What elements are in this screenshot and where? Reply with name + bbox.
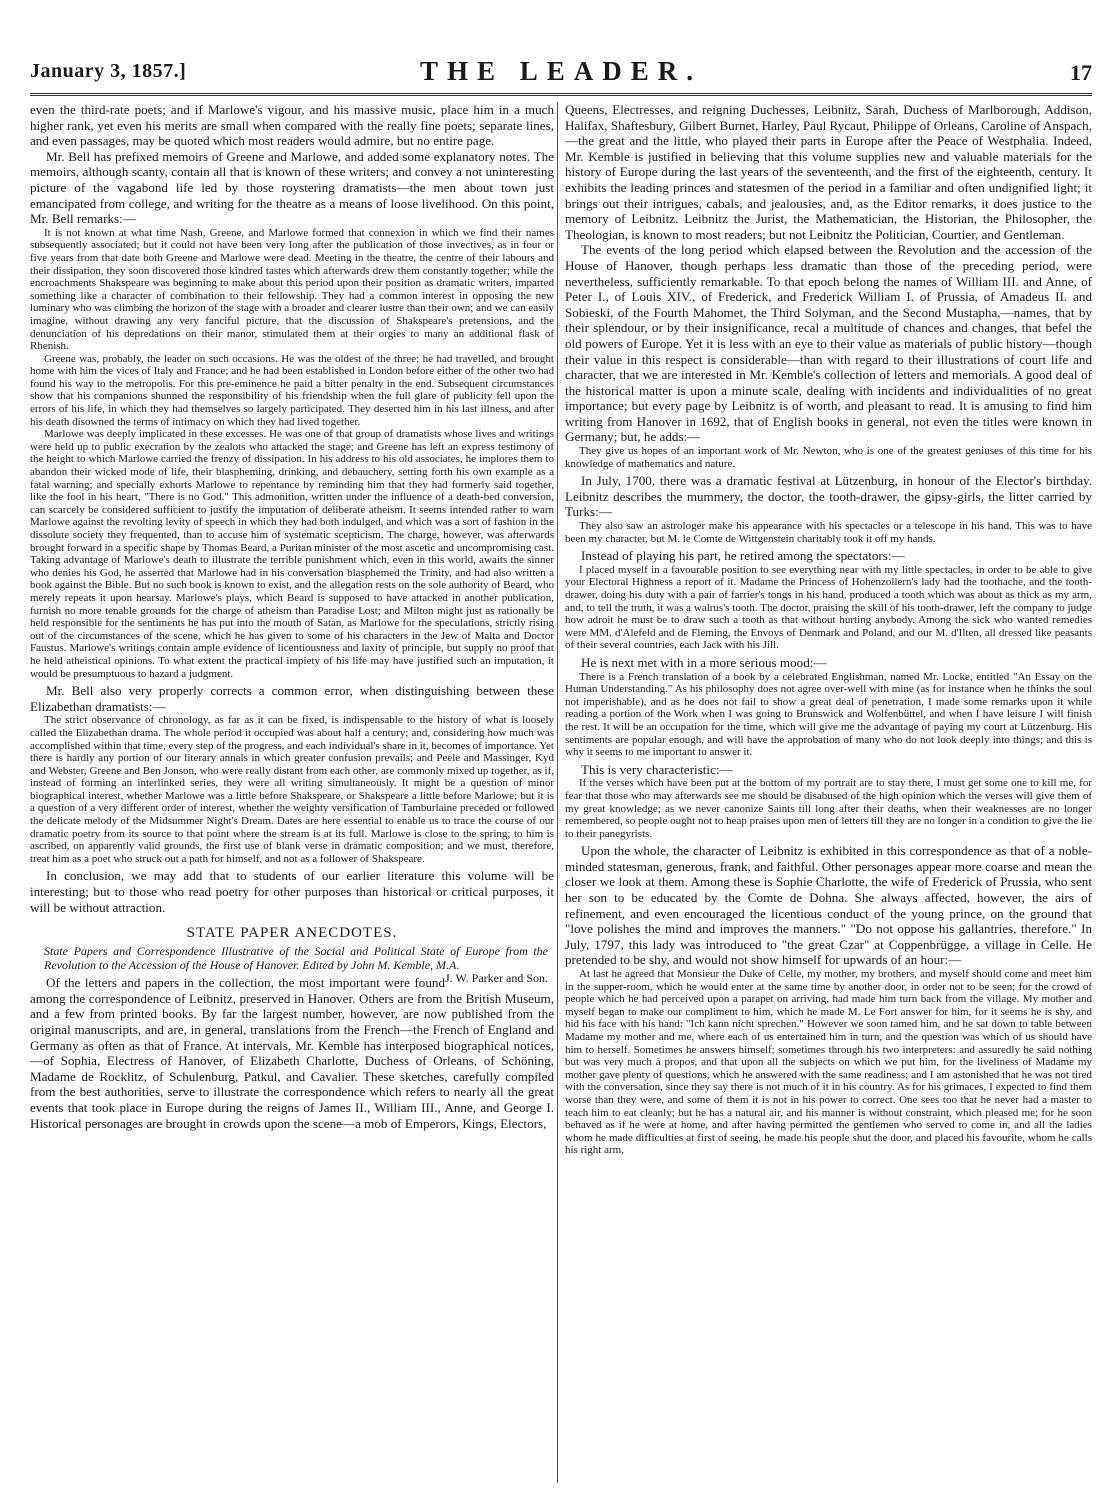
paragraph: Of the letters and papers in the collection, the most important were found among the correspondence of Leibnitz, preserved in Hanover. Others are from the British Museum, and a few from printed books. By far the largest number, however, are now published from the original manuscripts, and are, in general, translations from the French—the French of England and Germany as often as that of France. At intervals, Mr. Kemble has interposed biographical notices,—of Sophia, Electress of Hanover, of Elizabeth Charlotte, Duchess of Orleans, of Schöning, Madame de Rocklitz, of Schulenburg, Patkul, and Cavalier. These sketches, carefully compiled from the best authorities, serve to illustrate the correspondence which refers to nearly all the great events that took place in Europe during the reigns of James II., William III., Anne, and George I. Historical personages are brought in crowds upon the scene—a mob of Emperors, Kings, Electors, bbox=[30, 975, 554, 1131]
header-rule bbox=[30, 93, 1092, 98]
book-citation bbox=[30, 944, 554, 986]
quotation: They also saw an astrologer make his appearance with his spectacles or a telescope in his hand. This was to have been my character, but M. le Comte de Wittgenstein charitably took it off my hands. bbox=[565, 520, 1092, 545]
quotation: There is a French translation of a book by a celebrated Englishman, named Mr. Locke, entitled "An Essay on the Human Understanding." As his philosophy does not agree over-well with mine (as for instance when he thinks the soul not imperishable), and as he does not fail to show a great deal of penetration, I made some remarks upon it while reading a portion of the Work when I was going to Brunswick and Wolfenbüttel, and when I have leisure I will finish the rest. It will be an occupation for the time, which will give me the advantage of paying my court at Lützenburg. His sentiments are popular enough, and will have the approbation of many who do not look deeply into things; and this is why it seems to me important to answer it. bbox=[565, 670, 1092, 759]
paragraph: In July, 1700, there was a dramatic festival at Lützenburg, in honour of the Elector's birthday. Leibnitz describes the mummery, the doctor, the tooth-drawer, the gipsy-girls, the litter carried by Turks:— bbox=[565, 473, 1092, 520]
quotation: The strict observance of chronology, as far as it can be fixed, is indispensable to the history of what is loosely called the Elizabethan drama. The whole period it occupied was about half a century; and, considering how much was accomplished within that time, every step of the progress, and each individual's share in it, becomes of importance. Yet there is hardly any portion of our literary annals in which greater confusion prevails; and Peele and Massinger, Kyd and Webster, Greene and Ben Jonson, who were really distant from each other, are commonly mixed up together, as if, instead of forming an interlinked series, they were all writing simultaneously. It might be a question of minor biographical interest, whether Marlowe was a little before Shakspeare, or Shakspeare a little before Marlowe; but it is a question of a very different order of interest, whether the weighty versification of Tamburlaine preceded or followed the delicate melody of the Midsummer Night's Dream. Dates are here essential to enable us to trace the course of our dramatic poetry from its source to that point where the stream is at its full. Marlowe is close to the spring; to him is ascribed, on apparently valid grounds, the first use of blank verse in dramatic composition; and we must, therefore, treat him as a poet who struck out a path for himself, and not as a follower of Shakspeare. bbox=[30, 714, 554, 865]
column-divider bbox=[557, 102, 558, 1483]
quotation: It is not known at what time Nash, Greene, and Marlowe formed that connexion in which we find their names subsequently associated; but it could not have been very long after the publication of those invectives, as in four or five years from that date both Greene and Marlowe were dead. Meeting in the theatre, the centre of their labours and their dissipation, they soon discovered those kindred tastes which afterwards drew them constantly together; while the encroachments Shakspeare was beginning to make about this period upon their position as dramatic writers, imparted something like a character of combination to their fellowship. They had a common interest in opposing the new luminary who was climbing the horizon of the stage with a broader and clearer lustre than their own; and we can easily imagine, without drawing any very fanciful picture, that the discussion of Shakspeare's pretensions, and the denunciation of his depredations on their manor, stimulated them at their orgies to many an additional flask of Rhenish. bbox=[30, 226, 554, 353]
paragraph: The events of the long period which elapsed between the Revolution and the accession of the House of Hanover, though perhaps less dramatic than those of the preceding period, were nevertheless, sufficiently remarkable. To that epoch belong the names of William III. and Anne, of Peter I., of Louis XIV., of Frederick, and Frederick William I. of Prussia, of Amadeus II. and Sobieski, of the Fourth Mahomet, the Third Solyman, and the Second Mustapha,—names, that by their splendour, or by their insignificance, recal a multitude of chances and changes, that befel the old powers of Europe. Yet it is less with an eye to their value as materials of public history—though their value in this respect is considerable—than with regard to their illustrations of court life and character, that we are interested in Mr. Kemble's collection of letters and memorials. A good deal of the historical matter is upon a minute scale, dealing with incidents and individualities of no great importance; but every page by Leibnitz is of worth, and pleasant to read. It is amusing to find him writing from Hanover in 1692, that of English books in general, not even the titles were known in Germany; but, he adds:— bbox=[565, 242, 1092, 445]
paragraph: Mr. Bell has prefixed memoirs of Greene and Marlowe, and added some explanatory notes. The memoirs, although scanty, contain all that is known of these writers; and convey a not uninteresting picture of the vagabond life led by those roystering dramatists—the men about town just emancipated from college, and writing for the theatre as a means of loose livelihood. On this point, Mr. Bell remarks:— bbox=[30, 148, 554, 227]
quotation: At last he agreed that Monsieur the Duke of Celle, my mother, my brothers, and myself should come and meet him in the supper-room, which he would enter at the same time by another door, in order not to be seen; for the crowd of people which he had perceived upon a parapet on arriving, had made him turn back from the village. My mother and myself began to make our compliment to him, which he made M. Le Fort answer for him, for it seems he is shy, and hid his face with his hand: "Ich kann nicht sprechen." However we soon tamed him, and he sat down to table between Madame my mother and me, where each of us entertained him in turn, and the question was which of us should have him to herself. Sometimes he answers himself; sometimes through his two interpreters: and assuredly he said nothing but was very much à propos, and that upon all the subjects on which we put him, for the liveliness of Madame my mother gave plenty of questions, which he answered with the same readiness; and I am astonished that he was not tired with the conversation, since they say there is not much of it in his country. As for his grimaces, I expected to find them worse than they were, and some of them it is not in his power to correct. One sees too that he never had a master to teach him to eat cleanly; but he has a natural air, and his manner is without constraint, which pleased me; for he soon behaved as if he were at home, and after having permitted the gentlemen who served to come in, and all the ladies whom he made difficulties at first of seeing, he made his people shut the door, and placed his favourite, whom he calls his right arm, bbox=[565, 968, 1092, 1157]
paragraph: even the third-rate poets; and if Marlowe's vigour, and his massive music, place him in a much higher rank, yet even his merits are small when compared with the really fine poets; separate lines, and even passages, may be quoted which most readers would admire, but no entire page. bbox=[30, 102, 554, 149]
masthead bbox=[30, 56, 1092, 90]
publisher: J. W. Parker and Son. bbox=[445, 971, 548, 986]
paragraph: In conclusion, we may add that to students of our earlier literature this volume will be interesting; but to those who read poetry for other purposes than historical or critical purposes, it will be without attraction. bbox=[30, 868, 554, 915]
quotation: If the verses which have been put at the bottom of my portrait are to stay there, I must get some one to kill me, for fear that those who may afterwards see me should be disabused of the high opinion which the verses will give them of my great knowledge; as we never canonize Saints till long after their deaths, when their weaknesses are no longer remembered, so people ought not to heap praises upon men of letters till they are no longer in a condition to give the lie to their panegyrists. bbox=[565, 777, 1092, 840]
paragraph: Upon the whole, the character of Leibnitz is exhibited in this correspondence as that of a noble-minded statesman, generous, frank, and faithful. Other personages appear more coarse and mean the closer we look at them. Among these is Sophie Charlotte, the wife of Frederick of Prussia, who sent her son to be educated by the Comte de Dohna. She always affected, however, the airs of refinement, and even encouraged the licentious conduct of the young prince, on the ground that "love polishes the mind and improves the manners." "Do not oppose his gallantries, therefore." In July, 1797, this lady was introduced to "the great Czar" at Coppenbrügge, a village in Celle. He pretended to be shy, and would not show himself for upwards of an hour:— bbox=[565, 843, 1092, 968]
issue-date: January 3, 1857.] bbox=[30, 60, 187, 82]
quotation: Marlowe was deeply implicated in these excesses. He was one of that group of dramatists whose lives and writings were held up to public execration by the zealots who attacked the stage; and Greene has left an express testimony of the height to which Marlowe carried the frenzy of dissipation. In his address to his old associates, he implores them to abandon their wicked mode of life, their blaspheming, drinking, and debauchery, setting forth his own example as a fatal warning; and specially exhorts Marlowe to repentance by reminding him that they had formerly said together, like the fool in his heart, "There is no God." This admonition, written under the influence of a death-bed conversion, can scarcely be considered sufficient to justify the imputation of deliberate atheism. It seems intended rather to warn Marlowe against the revolting levity of speech in which they had both indulged, and which was a sort of fashion in the dissolute society they frequented, than to accuse him of systematic scepticism. The charge, however, was afterwards brought forward in a specific shape by Thomas Beard, a Puritan minister of the most ascetic and uncompromising cast. Taking advantage of Marlowe's death to illustrate the terrible punishment which, even in this world, awaits the sinner who denies his God, he asserted that Marlowe had in his conversation blasphemed the Trinity, and had also written a book against the Bible. But no such book is known to exist, and the allegation rests on the sole authority of Beard, who merely repeats it upon hearsay. Marlowe's plays, which Beard is supposed to have attacked in another publication, furnish no more tenable grounds for the charge of atheism than Paradise Lost; and Milton might just as rationally be held responsible for the sentiments he has put into the mouth of Satan, as Marlowe for the speculations, strictly rising out of the circumstances of the scene, which he has given to some of his characters in the Jew of Malta and Doctor Faustus. Marlowe's writings contain ample evidence of licentiousness and laxity of principle, but supply no proof that he held atheistical opinions. To what extent the practical impiety of his life may have justified such an imputation, it would be presumptuous to hazard a judgment. bbox=[30, 428, 554, 680]
paragraph: This is very characteristic:— bbox=[581, 761, 733, 777]
left-column bbox=[30, 102, 554, 1483]
quotation: They give us hopes of an important work of Mr. Newton, who is one of the greatest geniuses of this time for his knowledge of mathematics and nature. bbox=[565, 445, 1092, 470]
quotation: I placed myself in a favourable position to see everything near with my little spectacles, in order to be able to give your Electoral Highness a report of it. Madame the Princess of Hohenzollern's lady had the toothache, and the tooth-drawer, doing his duty with a pair of farrier's tongs in his hand, produced a tooth which was about as thick as my arm, and, to tell the truth, it was a walrus's tooth. The doctor, praising the skill of his tooth-drawer, left the company to judge how adroit he must be to draw such a tooth as that without hurting anybody. Among the sick who wanted remedies were MM. d'Alefeld and de Fleming, the Envoys of Denmark and Poland, and our M. d'Ilten, all dressed like peasants of their several countries, each Jack with his Jill. bbox=[565, 563, 1092, 652]
paragraph: Mr. Bell also very properly corrects a common error, when distinguishing between these Elizabethan dramatists:— bbox=[30, 683, 554, 714]
quotation: Greene was, probably, the leader on such occasions. He was the oldest of the three; he had travelled, and brought home with him the vices of Italy and France; and he had been established in London before either of the other two had found his way to the metropolis. For this pre-eminence he paid a bitter penalty in the end. Subsequent circumstances show that his companions shunned the responsibility of his friendship when the full glare of publicity fell upon the errors of his life, in which they had themselves so largely participated. They deserted him in his last illness, and after his death disowned the terms of intimacy on which they had lived together. bbox=[30, 352, 554, 428]
page-number: 17 bbox=[1070, 60, 1092, 85]
newspaper-title: THE LEADER. bbox=[419, 56, 703, 86]
citation-title: State Papers and Correspondence Illustrative of the Social and Political State of Europe from the Revolution to the Accession of the House of Hanover. Edited by John M. Kemble, M.A. bbox=[44, 944, 548, 972]
paragraph: He is next met with in a more serious mood:— bbox=[581, 654, 827, 670]
right-column bbox=[565, 102, 1092, 1483]
paragraph: Queens, Electresses, and reigning Duchesses, Leibnitz, Sarah, Duchess of Marlborough, Addison, Halifax, Shaftesbury, Gilbert Burnet, Harley, Paul Rycaut, Philippe of Orleans, Caroline of Anspach,—the great and the little, who played their parts in Europe after the Peace of Westphalia. Indeed, Mr. Kemble is justified in believing that this volume supplies new and valuable materials for the history of Europe during the last years of the seventeenth, and the first of the eighteenth, century. It exhibits the leading princes and statesmen of the period in a familiar and often undignified light; it brings out their intrigues, cabals, and jealousies, and, as the Editor remarks, it does justice to the memory of Leibnitz. Leibnitz the Jurist, the Mathematician, the Historian, the Philosopher, the Theologian, is known to most readers; but not Leibnitz the Politician, Courtier, and Gentleman. bbox=[565, 102, 1092, 242]
section-heading: STATE PAPER ANECDOTES. bbox=[186, 925, 398, 942]
paragraph: Instead of playing his part, he retired among the spectators:— bbox=[581, 548, 905, 564]
